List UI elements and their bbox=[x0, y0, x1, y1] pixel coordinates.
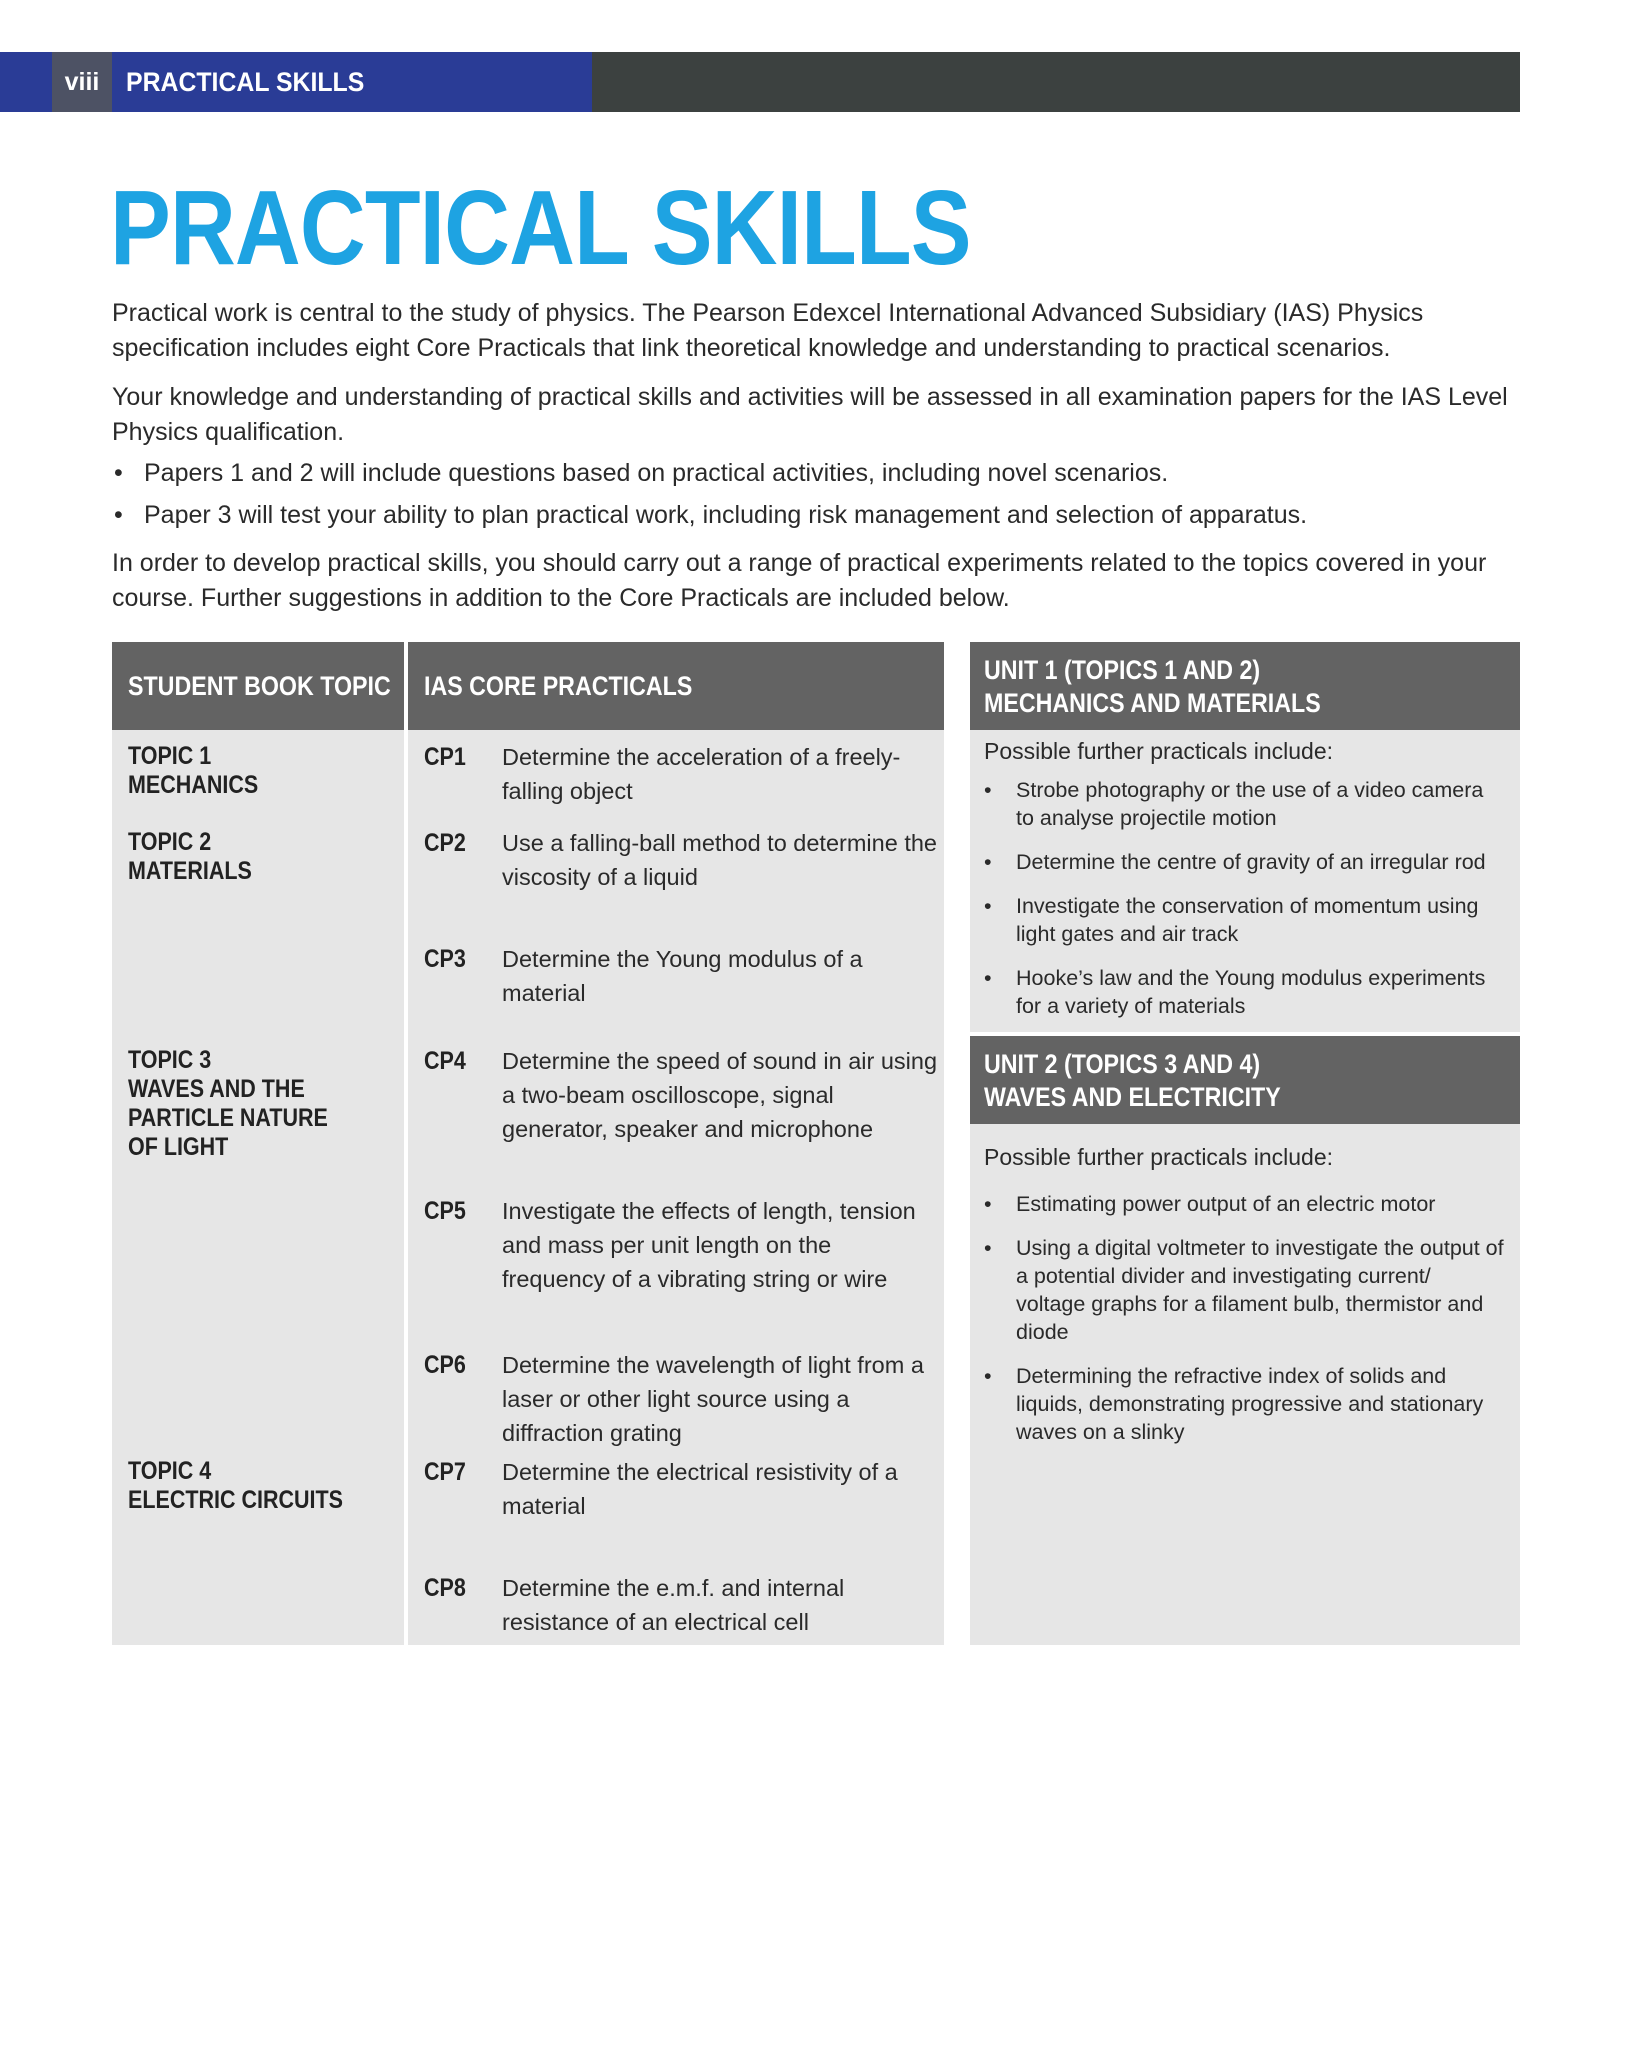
cp-code: CP5 bbox=[424, 1197, 466, 1225]
core-practicals-table bbox=[112, 642, 944, 1645]
topic-3: TOPIC 3 WAVES AND THE PARTICLE NATURE OF LIGHT bbox=[128, 1046, 328, 1161]
header-bar bbox=[0, 52, 1520, 112]
unit-1-list bbox=[984, 776, 1504, 1020]
list-item: • Hooke’s law and the Young modulus experiments for a variety of materials bbox=[984, 966, 1486, 1018]
cp-code: CP3 bbox=[424, 945, 466, 973]
bullet-icon: • bbox=[984, 1236, 992, 1260]
unit-2-list bbox=[984, 1190, 1504, 1446]
cp-code: CP2 bbox=[424, 829, 466, 857]
intro-paragraph-3: In order to develop practical skills, you should carry out a range of practical experiments related to the topics covered in your course. Further suggestions in addition to the Core Practicals are included below. bbox=[112, 549, 1487, 612]
list-item: • Strobe photography or the use of a video camera to analyse projectile motion bbox=[984, 778, 1484, 830]
unit-2-intro: Possible further practicals include: bbox=[984, 1144, 1333, 1170]
page-title: PRACTICAL SKILLS bbox=[110, 169, 971, 287]
cp-description: Determine the e.m.f. and internal resistance of an electrical cell bbox=[502, 1575, 845, 1635]
list-item: • Determine the centre of gravity of an irregular rod bbox=[984, 850, 1486, 874]
page-number: viii bbox=[52, 52, 112, 112]
list-item: • Estimating power output of an electric motor bbox=[984, 1192, 1436, 1216]
list-item: • Determining the refractive index of solids and liquids, demonstrating progressive and stationary waves on a slinky bbox=[984, 1364, 1484, 1444]
topic-1: TOPIC 1 MECHANICS bbox=[128, 742, 259, 799]
cp-code: CP1 bbox=[424, 743, 466, 771]
cp-description: Determine the acceleration of a freely-falling object bbox=[502, 744, 901, 804]
intro-paragraph-2: Your knowledge and understanding of practical skills and activities will be assessed in all examination papers for the IAS Level Physics qualification. bbox=[112, 383, 1508, 446]
cp-description: Use a falling-ball method to determine the viscosity of a liquid bbox=[502, 830, 937, 890]
bullet-icon: • bbox=[984, 850, 992, 874]
cp-description: Determine the Young modulus of a material bbox=[502, 946, 863, 1006]
list-item: • Using a digital voltmeter to investigate the output of a potential divider and investigating current/ voltage graphs for a filament bulb, thermistor and diode bbox=[984, 1236, 1504, 1344]
intro-paragraph-1: Practical work is central to the study of physics. The Pearson Edexcel International Advanced Subsidiary (IAS) Physics specification includes eight Core Practicals that link theoretical knowledge and understanding to practical scenarios. bbox=[112, 299, 1424, 362]
header-section-title: PRACTICAL SKILLS bbox=[126, 67, 365, 97]
bullet-icon: • bbox=[984, 1192, 992, 1216]
topic-2: TOPIC 2 MATERIALS bbox=[128, 828, 252, 885]
list-item: • Investigate the conservation of momentum using light gates and air track bbox=[984, 894, 1479, 946]
bullet-icon: • bbox=[984, 966, 992, 990]
cp-code: CP6 bbox=[424, 1351, 466, 1379]
cp-description: Investigate the effects of length, tension and mass per unit length on the frequency of a vibrating string or wire bbox=[502, 1198, 916, 1292]
list-item-text: Paper 3 will test your ability to plan practical work, including risk management and selection of apparatus. bbox=[144, 501, 1308, 529]
table-header-topic: STUDENT BOOK TOPIC bbox=[112, 642, 404, 730]
unit-2-heading: UNIT 2 (TOPICS 3 AND 4) WAVES AND ELECTRICITY bbox=[970, 1036, 1520, 1124]
unit-2-box bbox=[970, 1036, 1520, 1645]
unit-1-intro: Possible further practicals include: bbox=[984, 738, 1333, 764]
bullet-icon: • bbox=[984, 778, 992, 802]
intro-bullet-list bbox=[112, 456, 1522, 540]
cp-code: CP8 bbox=[424, 1574, 466, 1602]
table-header-core-practicals: IAS CORE PRACTICALS bbox=[408, 642, 944, 730]
list-item-text: Papers 1 and 2 will include questions based on practical activities, including novel scenarios. bbox=[144, 459, 1169, 487]
topic-4: TOPIC 4 ELECTRIC CIRCUITS bbox=[128, 1457, 343, 1514]
cp-code: CP4 bbox=[424, 1047, 466, 1075]
bullet-icon: • bbox=[984, 1364, 992, 1388]
bullet-icon: • bbox=[114, 501, 123, 529]
unit-1-heading: UNIT 1 (TOPICS 1 AND 2) MECHANICS AND MATERIALS bbox=[970, 642, 1520, 730]
bullet-icon: • bbox=[984, 894, 992, 918]
list-item bbox=[112, 456, 1522, 491]
unit-1-box bbox=[970, 642, 1520, 1032]
cp-description: Determine the electrical resistivity of a material bbox=[502, 1459, 898, 1519]
bullet-icon: • bbox=[114, 459, 123, 487]
cp-description: Determine the speed of sound in air using a two-beam oscilloscope, signal generator, speaker and microphone bbox=[502, 1048, 938, 1142]
list-item bbox=[112, 498, 1522, 533]
cp-description: Determine the wavelength of light from a laser or other light source using a diffraction grating bbox=[502, 1352, 924, 1446]
cp-code: CP7 bbox=[424, 1458, 466, 1486]
